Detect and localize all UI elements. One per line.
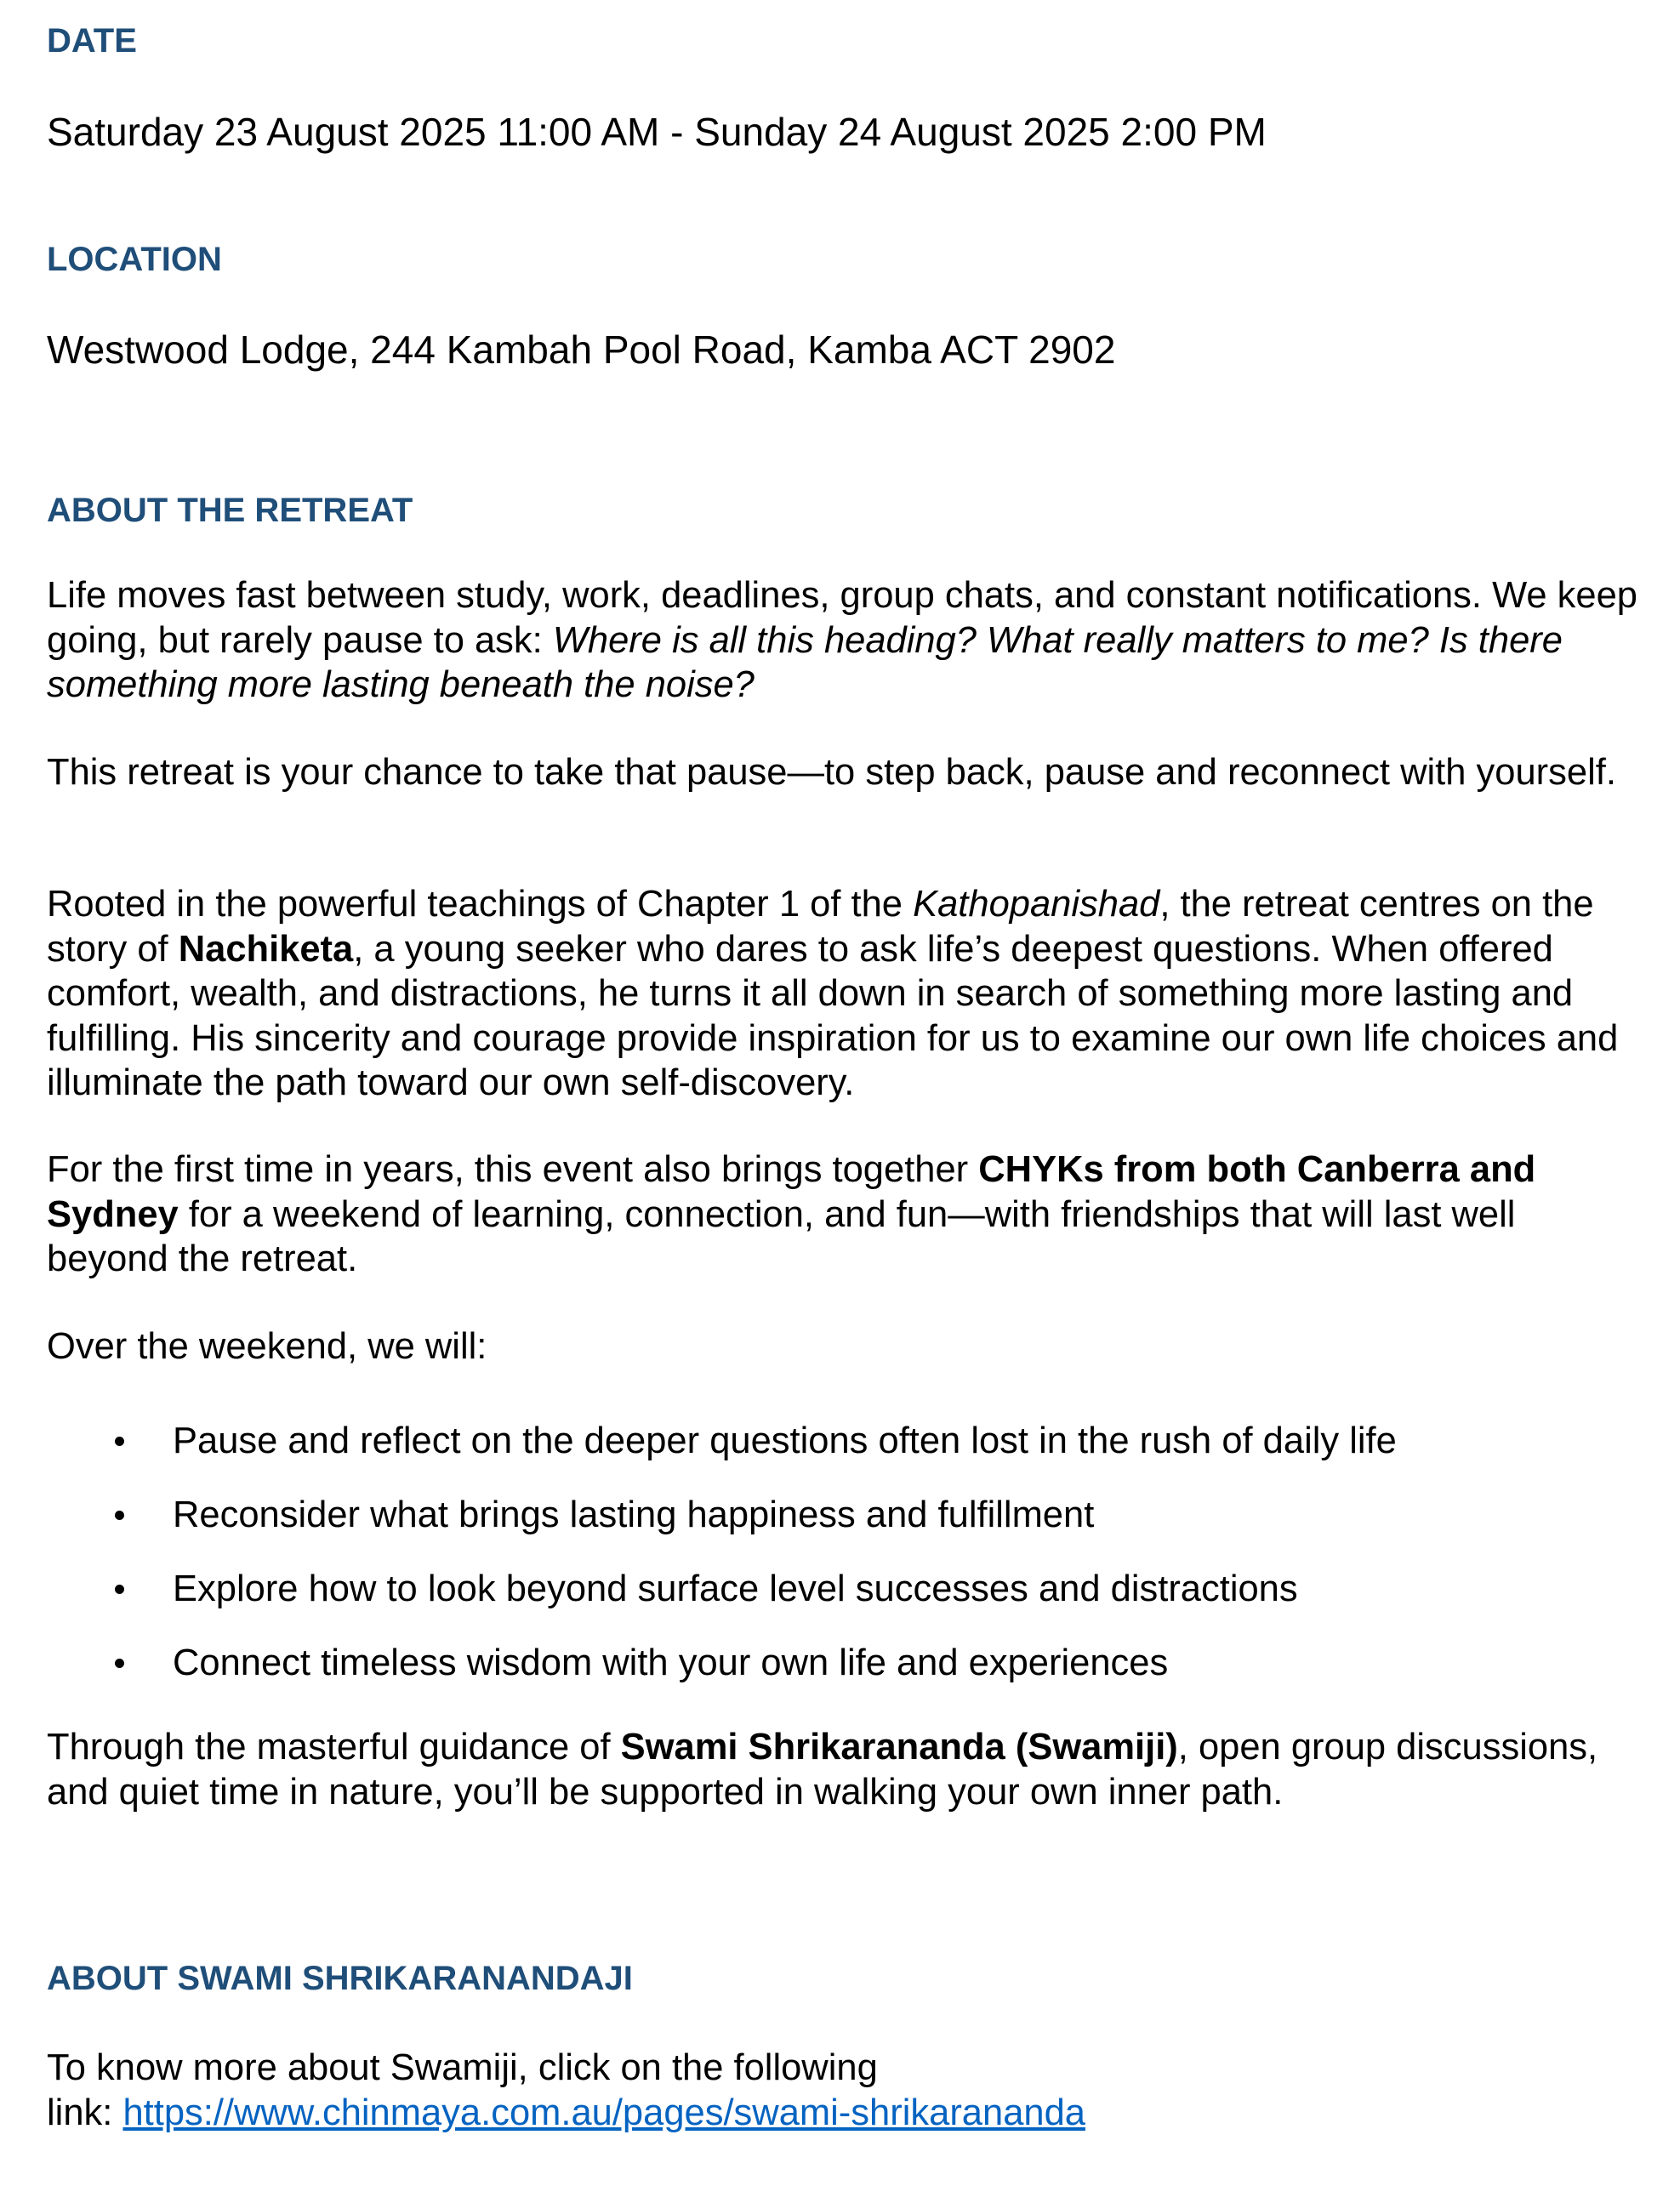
about-swami-heading: ABOUT SWAMI SHRIKARANANDAJI bbox=[47, 1960, 633, 1997]
location-value: Westwood Lodge, 244 Kambah Pool Road, Kamba ACT 2902 bbox=[47, 327, 1116, 372]
bullet-text: Pause and reflect on the deeper questions often lost in the rush of daily life bbox=[173, 1420, 1397, 1461]
swami-link-paragraph bbox=[47, 2046, 1646, 2135]
chyks-text-a: For the first time in years, this event also brings together bbox=[47, 1149, 979, 1190]
bullet-text: Explore how to look beyond surface level successes and distractions bbox=[173, 1568, 1298, 1609]
about-retreat-heading: ABOUT THE RETREAT bbox=[47, 492, 413, 529]
nachiketa-text-a: Rooted in the powerful teachings of Chapter 1 of the bbox=[47, 884, 914, 925]
retreat-nachiketa-paragraph bbox=[47, 882, 1646, 1106]
kathopanishad-title: Kathopanishad bbox=[913, 884, 1160, 925]
guidance-text-a: Through the masterful guidance of bbox=[47, 1727, 621, 1768]
weekend-bullet-list bbox=[47, 1419, 1397, 1715]
nachiketa-text-b: , the retreat centres on the story of bbox=[47, 884, 1594, 970]
bullet-icon bbox=[115, 1585, 124, 1594]
list-item bbox=[47, 1567, 1397, 1641]
guidance-text-b: , open group discussions, and quiet time in nature, you’ll be supported in walking your own inner path. bbox=[47, 1727, 1598, 1813]
location-heading: LOCATION bbox=[47, 241, 222, 278]
retreat-intro-questions: Where is all this heading? What really matters to me? Is there something more lasting beneath the noise? bbox=[47, 619, 1563, 705]
swami-profile-link[interactable]: https://www.chinmaya.com.au/pages/swami-shrikarananda bbox=[122, 2092, 1085, 2133]
list-item bbox=[47, 1493, 1397, 1567]
retreat-intro-text: Life moves fast between study, work, deadlines, group chats, and constant notifications. We keep going, but rarely pause to ask: bbox=[47, 575, 1637, 661]
retreat-pause-paragraph: This retreat is your chance to take that pause—to step back, pause and reconnect with yourself. bbox=[47, 752, 1616, 793]
chyks-text-b: for a weekend of learning, connection, and fun—with friendships that will last well beyond the retreat. bbox=[47, 1193, 1516, 1279]
weekend-intro: Over the weekend, we will: bbox=[47, 1326, 487, 1367]
date-heading: DATE bbox=[47, 22, 137, 60]
bullet-icon bbox=[115, 1511, 124, 1520]
retreat-guidance-paragraph bbox=[47, 1725, 1646, 1814]
swami-link-intro: To know more about Swamiji, click on the following bbox=[47, 2047, 878, 2088]
date-value: Saturday 23 August 2025 11:00 AM - Sunday 24 August 2025 2:00 PM bbox=[47, 110, 1267, 154]
bullet-icon bbox=[115, 1437, 124, 1446]
chyks-highlight: CHYKs from both Canberra and Sydney bbox=[47, 1149, 1536, 1235]
retreat-chyks-paragraph bbox=[47, 1147, 1646, 1282]
bullet-text: Connect timeless wisdom with your own life and experiences bbox=[173, 1642, 1169, 1683]
nachiketa-name: Nachiketa bbox=[178, 928, 354, 970]
retreat-intro-paragraph bbox=[47, 573, 1646, 708]
bullet-icon bbox=[115, 1659, 124, 1668]
list-item bbox=[47, 1419, 1397, 1493]
swami-name: Swami Shrikarananda (Swamiji) bbox=[620, 1727, 1178, 1768]
list-item bbox=[47, 1641, 1397, 1715]
swami-link-prefix: link: bbox=[47, 2092, 123, 2133]
nachiketa-text-c: , a young seeker who dares to ask life’s deepest questions. When offered comfort, wealth, and distractions, he turns it all down in search of something more lasting and fulfilling. His sincerity and courage provide inspiration for us to examine our own life choices and illuminate the path toward our own self-discovery. bbox=[47, 928, 1619, 1103]
bullet-text: Reconsider what brings lasting happiness and fulfillment bbox=[173, 1494, 1095, 1535]
